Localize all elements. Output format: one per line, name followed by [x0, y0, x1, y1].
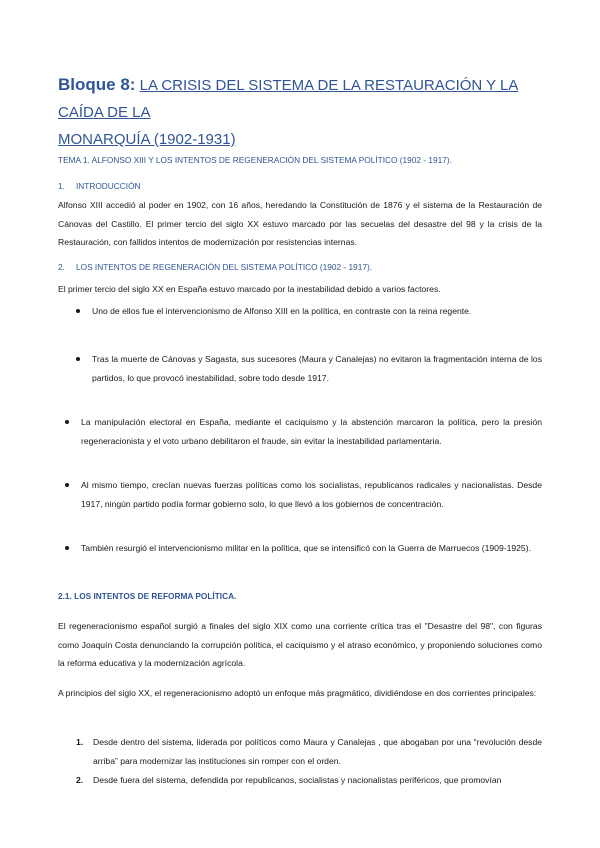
- bullet-dot: [76, 309, 80, 313]
- bullet-dot: [65, 546, 69, 550]
- bullet-item: Tras la muerte de Cánovas y Sagasta, sus sucesores (Maura y Canalejas) no evitaron la fragmentación interna de los partidos, lo que provocó inestabilidad, sobre todo desde 1917.: [92, 354, 542, 383]
- section-2-number: 2.: [58, 262, 65, 272]
- section-2-1-paragraph-2: A principios del siglo XX, el regeneracionismo adoptó un enfoque más pragmático, dividiéndose en dos corrientes principales:: [58, 688, 537, 698]
- bullet-dot: [65, 420, 69, 424]
- title-line-1: LA CRISIS DEL SISTEMA DE LA RESTAURACIÓN Y LA CAÍDA DE LA: [58, 77, 519, 121]
- bullet-item: La manipulación electoral en España, mediante el caciquismo y la abstención marcaron la política, pero la presión regeneracionista y el voto urbano debilitaron el fraude, sin evitar la inestabilidad parlamentaria.: [81, 417, 542, 446]
- list-item: Desde dentro del sistema, liderada por políticos como Maura y Canalejas , que abogaban por una “revolución desde arriba” para modernizar las instituciones sin romper con el orden.: [93, 737, 542, 766]
- list-item: Desde fuera del sistema, defendida por republicanos, socialistas y nacionalistas periféricos, que promovían: [93, 775, 502, 785]
- section-2-1-heading: 2.1. LOS INTENTOS DE REFORMA POLÍTICA.: [58, 591, 237, 601]
- page-title: [58, 71, 558, 153]
- intro-paragraph: Alfonso XIII accedió al poder en 1902, con 16 años, heredando la Constitución de 1876 y el sistema de la Restauración de Cánovas del Castillo. El primer tercio del siglo XX estuvo marcado por las secuelas del desastre del 98 y la crisis de la Restauración, con fallidos intentos de modernización por resistencias internas.: [58, 200, 542, 247]
- bullet-item: También resurgió el intervencionismo militar en la política, que se intensificó con la Guerra de Marruecos (1909-1925).: [81, 543, 531, 553]
- bullet-dot: [65, 483, 69, 487]
- block-label-colon: :: [129, 75, 136, 94]
- section-1-number: 1.: [58, 181, 65, 191]
- block-label: Bloque 8: [58, 75, 130, 94]
- title-line-2: MONARQUÍA (1902-1931): [58, 131, 236, 148]
- bullet-item: Al mismo tiempo, crecían nuevas fuerzas políticas como los socialistas, republicanos radicales y nacionalistas. Desde 1917, ningún partido podía formar gobierno solo, lo que llevó a los gobiernos de concentración.: [81, 480, 542, 509]
- section-2-intro: El primer tercio del siglo XX en España estuvo marcado por la inestabilidad debido a varios factores.: [58, 284, 441, 294]
- section-1-heading: INTRODUCCIÓN: [76, 181, 141, 191]
- section-2-heading: LOS INTENTOS DE REGENERACIÓN DEL SISTEMA POLÍTICO (1902 - 1917).: [76, 262, 373, 272]
- bullet-dot: [76, 357, 80, 361]
- list-number: 2.: [76, 775, 84, 785]
- theme-heading: TEMA 1. ALFONSO XIII Y LOS INTENTOS DE REGENERACIÓN DEL SISTEMA POLÍTICO (1902 - 1917).: [58, 155, 452, 165]
- list-number: 1.: [76, 737, 84, 747]
- section-2-1-paragraph-1: El regeneracionismo español surgió a finales del siglo XIX como una corriente crítica tras el "Desastre del 98", con figuras como Joaquín Costa denunciando la corrupción política, el caciquismo y el atraso económico, y proponiendo soluciones como la reforma educativa y la modernización agrícola.: [58, 621, 542, 668]
- bullet-item: Uno de ellos fue el intervencionismo de Alfonso XIII en la política, en contraste con la reina regente.: [92, 306, 472, 316]
